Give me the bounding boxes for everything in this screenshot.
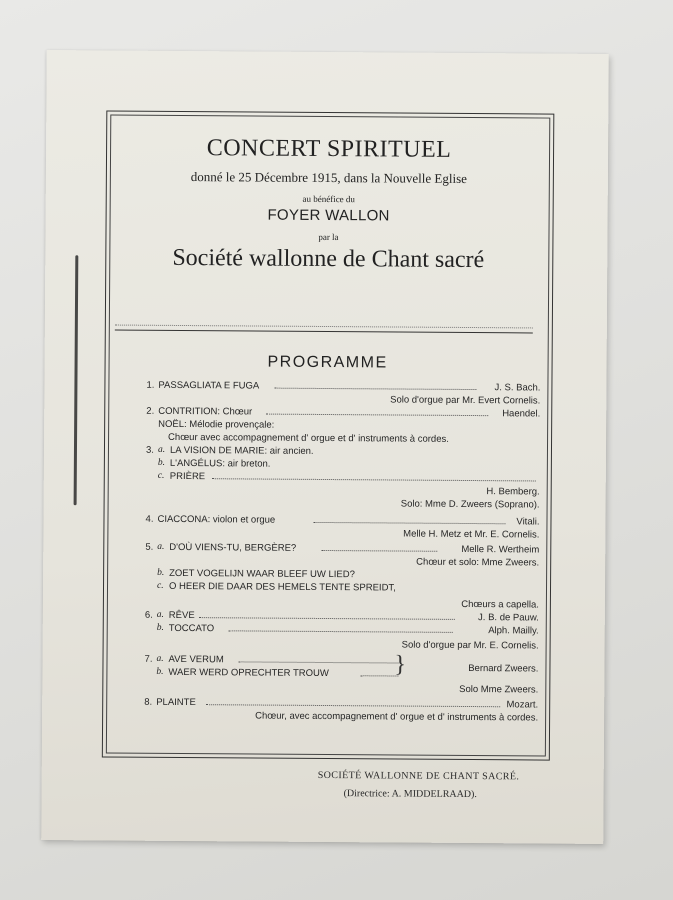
item-performer: Solo Mme Zweers. (459, 683, 539, 696)
list-item (106, 708, 544, 724)
concert-title: CONCERT SPIRITUEL (206, 135, 452, 163)
footer-society: SOCIÉTÉ WALLONNE DE CHANT SACRÉ. (317, 769, 520, 783)
item-title: CIACCONA: violon et orgue (157, 513, 276, 526)
item-number: 5. (145, 541, 154, 553)
item-number: 4. (145, 513, 154, 525)
item-sub: c. (157, 470, 165, 481)
programme-list (108, 378, 546, 724)
item-number: 3. (145, 444, 155, 456)
item-title: NOËL: Mélodie provençale: (158, 418, 275, 431)
item-number: 2. (146, 405, 155, 417)
item-number: 8. (144, 696, 153, 708)
program-content (106, 114, 548, 754)
leader-dots (206, 696, 500, 707)
list-item (107, 636, 545, 652)
item-composer: J. B. de Pauw. (478, 612, 539, 624)
leader-dots (313, 514, 505, 524)
item-sub: b. (157, 457, 166, 468)
item-sub: a. (156, 609, 164, 620)
staple-binding (74, 255, 79, 505)
dotted-rule (115, 325, 533, 329)
leader-dots (212, 470, 536, 481)
item-number: 7. (144, 653, 153, 665)
leader-dots (321, 542, 437, 552)
item-composer: Alph. Mailly. (488, 625, 539, 637)
list-item (107, 525, 545, 541)
item-number: 1. (146, 379, 155, 391)
item-performer: Solo d'orgue par Mr. E. Cornelis. (401, 639, 539, 652)
item-composer: Melle R. Wertheim (461, 543, 540, 556)
leader-dots (199, 609, 455, 620)
item-composer: Haendel. (502, 408, 541, 420)
item-performer: Solo: Mme D. Zweers (Soprano). (400, 498, 540, 511)
item-sub: b. (157, 567, 165, 578)
programme-heading: PROGRAMME (267, 353, 388, 372)
item-title: CONTRITION: Chœur (158, 405, 253, 418)
list-item (107, 621, 545, 637)
item-composer: Bernard Zweers. (468, 663, 539, 675)
footer-director: (Directrice: A. MIDDELRAAD). (343, 788, 477, 801)
list-item (107, 579, 545, 595)
item-title: D'OÙ VIENS-TU, BERGÈRE? (169, 541, 297, 554)
item-composer: H. Bemberg. (486, 486, 540, 498)
list-item (106, 680, 544, 696)
leader-dots (266, 406, 488, 417)
item-sub: a. (157, 444, 166, 455)
item-title: LA VISION DE MARIE: air ancien. (169, 444, 314, 457)
benefit-line: au bénéfice du (302, 193, 355, 205)
item-sub: a. (156, 653, 164, 664)
item-performer: Melle H. Metz et Mr. E. Cornelis. (403, 528, 540, 541)
item-composer: Vitali. (516, 516, 540, 528)
item-sub: b. (156, 666, 164, 677)
divider (115, 330, 533, 334)
item-title: PLAINTE (156, 696, 196, 709)
item-title: TOCCATO (168, 622, 215, 635)
item-number: 6. (144, 609, 153, 621)
concert-date: donné le 25 Décembre 1915, dans la Nouvelle Eglise (190, 169, 468, 186)
leader-dots (274, 380, 476, 390)
item-title: AVE VERUM (168, 653, 224, 666)
item-sub: c. (156, 580, 164, 591)
item-title: ZOET VOGELIJN WAAR BLEEF UW LIED? (169, 567, 355, 581)
item-performer: Chœurs a capella. (461, 598, 539, 611)
item-note: Chœur avec accompagnement d' orgue et d' instruments à cordes. (168, 431, 449, 445)
society-name: Société wallonne de Chant sacré (172, 244, 485, 274)
item-title: RÊVE (168, 609, 195, 622)
item-title: PASSAGLIATA E FUGA (158, 379, 260, 392)
beneficiary: FOYER WALLON (267, 206, 390, 225)
item-title: L'ANGÉLUS: air breton. (169, 457, 271, 470)
bracket: } (394, 651, 407, 678)
item-performer: Chœur, avec accompagnement d' orgue et d' instruments à cordes. (255, 710, 539, 724)
item-title: WAER WERD OPRECHTER TROUW (168, 666, 329, 680)
item-performer: Solo d'orgue par Mr. Evert Cornelis. (390, 394, 541, 407)
item-title: PRIÈRE (169, 470, 206, 483)
item-sub: a. (157, 541, 165, 552)
item-sub: b. (156, 622, 164, 633)
leader-dots (229, 622, 453, 633)
item-performer: Chœur et solo: Mme Zweers. (416, 556, 540, 569)
by-line: par la (318, 231, 339, 243)
item-composer: Mozart. (506, 699, 539, 711)
item-composer: J. S. Bach. (494, 382, 541, 394)
item-title: O HEER DIE DAAR DES HEMELS TENTE SPREIDT, (168, 580, 396, 594)
list-item (108, 495, 546, 511)
program-booklet (41, 50, 609, 844)
